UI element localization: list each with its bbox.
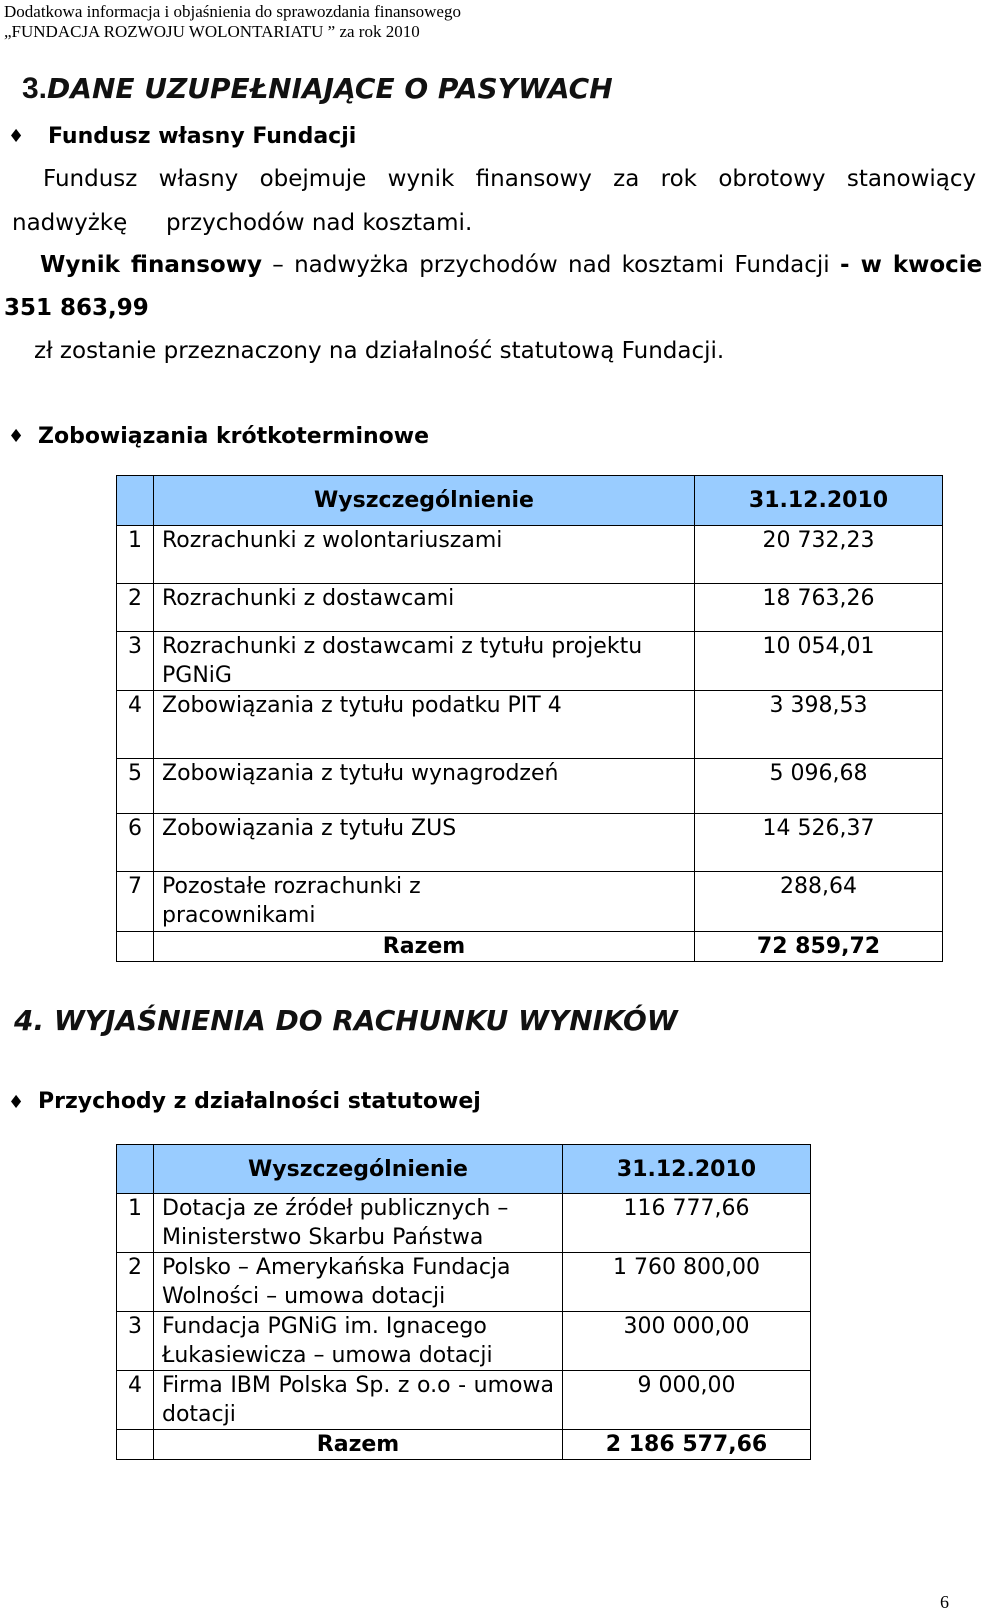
row-value: 9 000,00 — [563, 1371, 811, 1430]
table-row — [117, 526, 943, 584]
row-number: 6 — [117, 814, 154, 872]
row-value: 300 000,00 — [563, 1312, 811, 1371]
row-description: Firma IBM Polska Sp. z o.o - umowa dotacji — [154, 1371, 563, 1430]
table-row — [117, 814, 943, 872]
table-row — [117, 759, 943, 814]
row-number: 7 — [117, 872, 154, 932]
document-header-line2: „FUNDACJA ROZWOJU WOLONTARIATU ” za rok 2010 — [4, 22, 420, 41]
table-header-description: Wyszczególnienie — [154, 476, 695, 526]
fundusz-paragraph-line1 — [43, 166, 977, 192]
wynik-amount-description: zł zostanie przeznaczony na działalność statutową Fundacji. — [34, 338, 725, 364]
row-number: 4 — [117, 1371, 154, 1430]
wynik-finansowy-line — [40, 252, 982, 278]
row-number: 1 — [117, 1194, 154, 1253]
table-row — [117, 872, 943, 932]
table-header-number-cell — [117, 1145, 154, 1194]
row-description: Zobowiązania z tytułu wynagrodzeń — [154, 759, 695, 814]
fundusz-wlasny-title: Fundusz własny Fundacji — [48, 124, 357, 149]
table-header-date: 31.12.2010 — [695, 476, 943, 526]
total-value: 72 859,72 — [695, 932, 943, 962]
table-header-description: Wyszczególnienie — [154, 1145, 563, 1194]
zobowiazania-table — [116, 475, 943, 962]
diamond-bullet-icon: ♦ — [8, 1092, 25, 1113]
total-label: Razem — [154, 1430, 563, 1460]
total-value: 2 186 577,66 — [563, 1430, 811, 1460]
row-value: 3 398,53 — [695, 691, 943, 759]
row-description: Rozrachunki z wolontariuszami — [154, 526, 695, 584]
row-number: 1 — [117, 526, 154, 584]
row-value: 14 526,37 — [695, 814, 943, 872]
section-3-title: DANE UZUPEŁNIAJĄCE O PASYWACH — [47, 72, 613, 105]
table-header-date: 31.12.2010 — [563, 1145, 811, 1194]
row-number: 2 — [117, 584, 154, 632]
row-value: 10 054,01 — [695, 632, 943, 691]
row-description: Rozrachunki z dostawcami z tytułu projektu PGNiG — [154, 632, 695, 691]
przychody-table — [116, 1144, 811, 1460]
section-4-title: WYJAŚNIENIA DO RACHUNKU WYNIKÓW — [53, 1004, 678, 1037]
diamond-bullet-icon: ♦ — [8, 126, 25, 147]
section-4-number: 4. — [14, 1004, 45, 1037]
row-description: Rozrachunki z dostawcami — [154, 584, 695, 632]
row-value: 288,64 — [695, 872, 943, 932]
table-header-row — [117, 476, 943, 526]
row-description: Zobowiązania z tytułu ZUS — [154, 814, 695, 872]
table-row — [117, 691, 943, 759]
nadwyzke-word: nadwyżkę — [12, 210, 128, 236]
total-label: Razem — [154, 932, 695, 962]
row-description: Pozostałe rozrachunki z pracownikami — [154, 872, 695, 932]
table-row — [117, 584, 943, 632]
row-number: 3 — [117, 1312, 154, 1371]
zobowiazania-title: Zobowiązania krótkoterminowe — [38, 424, 430, 449]
przychody-title: Przychody z działalności statutowej — [38, 1089, 481, 1114]
row-description: Fundacja PGNiG im. Ignacego Łukasiewicza – umowa dotacji — [154, 1312, 563, 1371]
table-header-row — [117, 1145, 811, 1194]
table-header-number-cell — [117, 476, 154, 526]
row-description: Zobowiązania z tytułu podatku PIT 4 — [154, 691, 695, 759]
row-value: 1 760 800,00 — [563, 1253, 811, 1312]
total-empty-cell — [117, 1430, 154, 1460]
diamond-bullet-icon: ♦ — [8, 426, 25, 447]
table-total-row — [117, 1430, 811, 1460]
table-row — [117, 1253, 811, 1312]
row-description: Polsko – Amerykańska Fundacja Wolności – umowa dotacji — [154, 1253, 563, 1312]
page-number: 6 — [940, 1592, 949, 1612]
row-value: 5 096,68 — [695, 759, 943, 814]
section-3-number: 3. — [22, 72, 48, 105]
row-number: 3 — [117, 632, 154, 691]
document-header-line1: Dodatkowa informacja i objaśnienia do sprawozdania finansowego — [4, 2, 461, 21]
wynik-finansowy-rest: – nadwyżka przychodów nad kosztami Fundacji — [261, 252, 841, 278]
row-value: 116 777,66 — [563, 1194, 811, 1253]
table-row — [117, 632, 943, 691]
section-4-heading — [14, 1004, 678, 1037]
row-value: 18 763,26 — [695, 584, 943, 632]
wynik-amount: 351 863,99 — [4, 295, 149, 321]
row-number: 5 — [117, 759, 154, 814]
row-description: Dotacja ze źródeł publicznych – Ministerstwo Skarbu Państwa — [154, 1194, 563, 1253]
row-value: 20 732,23 — [695, 526, 943, 584]
wynik-finansowy-bold: Wynik finansowy — [40, 252, 262, 278]
fundusz-paragraph-text: Fundusz własny obejmuje wynik finansowy za rok obrotowy stanowiący — [43, 166, 977, 192]
przychodow-text: przychodów nad kosztami. — [166, 210, 473, 236]
row-number: 2 — [117, 1253, 154, 1312]
section-3-heading — [22, 72, 613, 106]
total-empty-cell — [117, 932, 154, 962]
w-kwocie-bold: - w kwocie — [840, 252, 982, 278]
table-row — [117, 1194, 811, 1253]
row-number: 4 — [117, 691, 154, 759]
table-total-row — [117, 932, 943, 962]
table-row — [117, 1371, 811, 1430]
table-row — [117, 1312, 811, 1371]
